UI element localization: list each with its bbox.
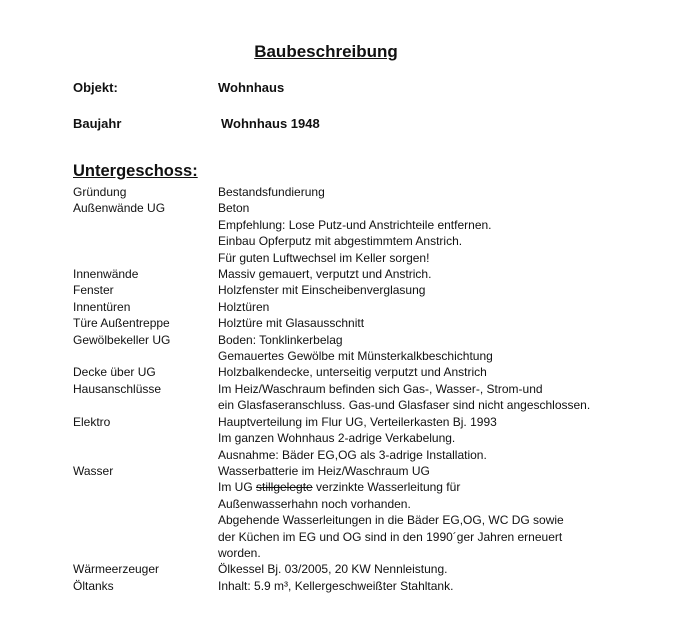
spec-values (218, 463, 673, 561)
spec-values (218, 578, 673, 594)
spec-line: Holztüren (218, 299, 270, 314)
spec-label: Öltanks (73, 578, 114, 593)
specification-table (73, 184, 673, 594)
spec-label: Gründung (73, 185, 127, 199)
spec-values (218, 315, 673, 331)
spec-row (73, 282, 673, 298)
objekt-label: Objekt: (73, 80, 118, 95)
spec-row (73, 299, 673, 315)
spec-row (73, 332, 673, 365)
spec-values (218, 414, 673, 463)
spec-line: worden. (218, 545, 261, 560)
spec-line: Im Heiz/Waschraum befinden sich Gas-, Wasser-, Strom-und (218, 381, 543, 396)
spec-label: Wasser (73, 463, 114, 478)
spec-values (218, 282, 673, 298)
spec-label: Außenwände UG (73, 201, 166, 216)
spec-line: Abgehende Wasserleitungen in die Bäder EG,OG, WC DG sowie (218, 513, 564, 528)
spec-line: Für guten Luftwechsel im Keller sorgen! (218, 250, 430, 265)
spec-line: Außenwasserhahn noch vorhanden. (218, 496, 411, 511)
spec-label: Innenwände (73, 267, 139, 282)
spec-line: Wasserbatterie im Heiz/Waschraum UG (218, 463, 430, 478)
spec-values (218, 561, 673, 577)
spec-row (73, 364, 673, 380)
spec-line: Ausnahme: Bäder EG,OG als 3-adrige Installation. (218, 447, 487, 462)
spec-values (218, 184, 673, 200)
spec-label: Wärmeerzeuger (73, 562, 160, 577)
spec-values (218, 381, 673, 414)
section-heading-untergeschoss: Untergeschoss: (73, 162, 198, 180)
document-title: Baubeschreibung (254, 42, 398, 61)
spec-line: der Küchen im EG und OG sind in den 1990´ger Jahren erneuert (218, 529, 563, 544)
spec-text: Im UG (218, 480, 256, 495)
spec-label: Decke über UG (73, 365, 156, 380)
spec-line: Hauptverteilung im Flur UG, Verteilerkasten Bj. 1993 (218, 414, 497, 429)
spec-row (73, 184, 673, 200)
spec-label: Fenster (73, 283, 114, 298)
spec-row (73, 200, 673, 266)
spec-row (73, 266, 673, 282)
spec-label: Türe Außentreppe (73, 316, 170, 331)
spec-label: Hausanschlüsse (73, 381, 162, 396)
baujahr-label: Baujahr (73, 116, 122, 131)
spec-row (73, 414, 673, 463)
spec-line: Bestandsfundierung (218, 185, 325, 199)
spec-values (218, 332, 673, 365)
spec-row (73, 578, 673, 594)
baujahr-value: Wohnhaus 1948 (221, 116, 320, 131)
spec-line: Holzbalkendecke, unterseitig verputzt und Anstrich (218, 365, 487, 380)
spec-line: ein Glasfaseranschluss. Gas-und Glasfaser sind nicht angeschlossen. (218, 398, 591, 413)
spec-line: Einbau Opferputz mit abgestimmtem Anstrich. (218, 234, 463, 249)
spec-line: Empfehlung: Lose Putz-und Anstrichteile entfernen. (218, 217, 492, 232)
spec-label: Elektro (73, 414, 111, 429)
spec-line: Holztüre mit Glasausschnitt (218, 316, 365, 331)
spec-row (73, 381, 673, 414)
spec-label: Gewölbekeller UG (73, 332, 171, 347)
spec-values (218, 364, 673, 380)
spec-row (73, 463, 673, 561)
spec-values (218, 200, 673, 266)
spec-line (218, 479, 673, 495)
spec-values (218, 299, 673, 315)
objekt-value: Wohnhaus (218, 80, 285, 95)
spec-row (73, 561, 673, 577)
spec-line: Im ganzen Wohnhaus 2-adrige Verkabelung. (218, 431, 456, 446)
spec-text: verzinkte Wasserleitung für (312, 480, 461, 495)
spec-line: Gemauertes Gewölbe mit Münsterkalkbeschichtung (218, 349, 493, 364)
spec-line: Boden: Tonklinkerbelag (218, 332, 343, 347)
spec-values (218, 266, 673, 282)
struck-text: stillgelegte (256, 480, 313, 495)
spec-line: Beton (218, 201, 250, 216)
spec-row (73, 315, 673, 331)
spec-line: Inhalt: 5.9 m³, Kellergeschweißter Stahltank. (218, 578, 454, 593)
spec-line: Holzfenster mit Einscheibenverglasung (218, 283, 426, 298)
spec-label: Innentüren (73, 299, 131, 314)
spec-line: Massiv gemauert, verputzt und Anstrich. (218, 267, 432, 282)
spec-line: Ölkessel Bj. 03/2005, 20 KW Nennleistung. (218, 562, 448, 577)
